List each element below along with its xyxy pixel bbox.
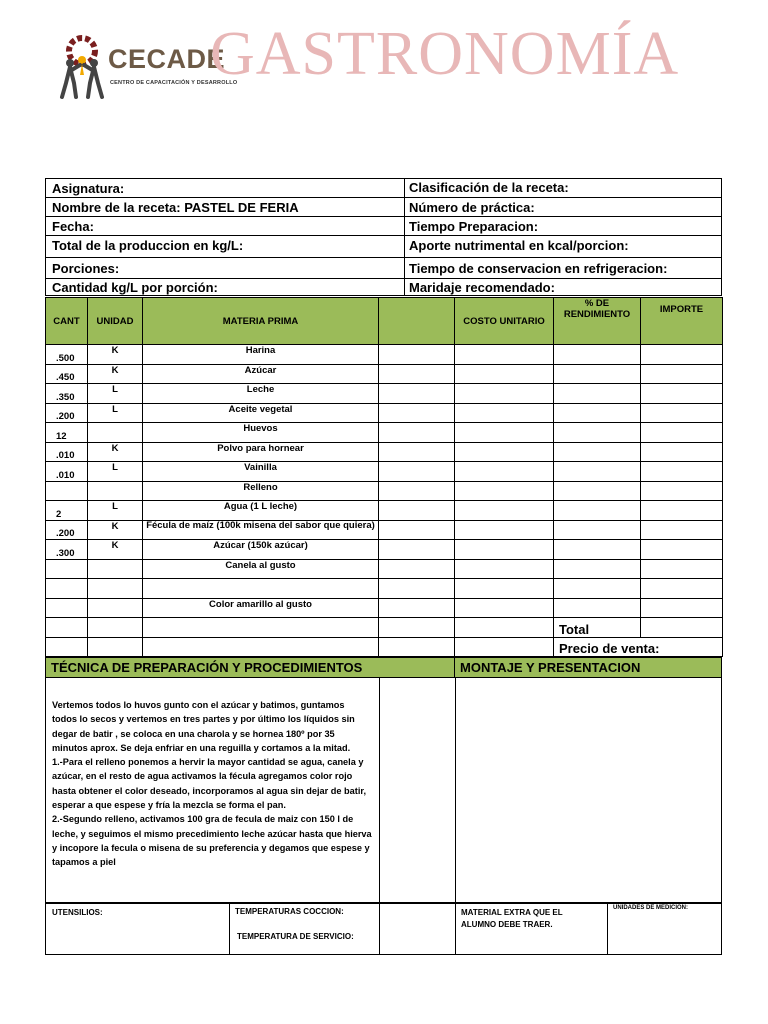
table-row <box>46 501 723 521</box>
blank-cell <box>379 598 455 618</box>
table-row <box>46 442 723 462</box>
ingredient-cant: 2 <box>46 501 88 521</box>
ingredient-materia: Azúcar (150k azúcar) <box>143 540 379 560</box>
field-maridaje: Maridaje recomendado: <box>409 280 555 295</box>
rendimiento-cell <box>554 462 641 482</box>
ingredient-unidad: K <box>88 520 143 540</box>
ingredient-unidad: L <box>88 462 143 482</box>
material-extra-label: MATERIAL EXTRA QUE EL ALUMNO DEBE TRAER. <box>461 908 563 929</box>
ingredient-materia <box>143 579 379 599</box>
field-aporte-nutrimental: Aporte nutrimental en kcal/porcion: <box>409 238 629 253</box>
procedure-body <box>45 678 722 903</box>
importe-cell <box>641 579 723 599</box>
table-row-precio <box>46 637 723 657</box>
rendimiento-cell <box>554 423 641 443</box>
ingredient-unidad <box>88 423 143 443</box>
table-row <box>46 403 723 423</box>
costo-cell <box>455 579 554 599</box>
ingredient-unidad: K <box>88 364 143 384</box>
rendimiento-cell <box>554 345 641 365</box>
rendimiento-cell <box>554 481 641 501</box>
ingredient-cant <box>46 579 88 599</box>
ingredient-cant: .450 <box>46 364 88 384</box>
importe-cell <box>641 598 723 618</box>
ingredient-cant: .500 <box>46 345 88 365</box>
header-rendimiento: % DE RENDIMIENTO <box>554 298 641 345</box>
rendimiento-cell <box>554 442 641 462</box>
rendimiento-cell <box>554 520 641 540</box>
ingredient-cant <box>46 481 88 501</box>
ingredient-materia: Huevos <box>143 423 379 443</box>
table-row <box>46 384 723 404</box>
ingredient-cant: .350 <box>46 384 88 404</box>
temp-coccion-label: TEMPERATURAS COCCION: <box>235 907 344 916</box>
ingredient-unidad: K <box>88 345 143 365</box>
importe-cell <box>641 540 723 560</box>
ingredient-cant: 12 <box>46 423 88 443</box>
blank-cell <box>379 559 455 579</box>
total-label: Total <box>554 618 641 638</box>
table-row <box>46 598 723 618</box>
blank-cell <box>379 442 455 462</box>
ingredients-table <box>45 297 723 657</box>
ingredient-cant: .200 <box>46 520 88 540</box>
blank-cell <box>379 364 455 384</box>
table-row <box>46 462 723 482</box>
recipe-info-block <box>45 178 722 296</box>
costo-cell <box>455 442 554 462</box>
rendimiento-cell <box>554 501 641 521</box>
costo-cell <box>455 559 554 579</box>
section-headers <box>45 657 722 678</box>
table-row <box>46 520 723 540</box>
procedure-paragraph: 1.-Para el relleno ponemos a hervir la mayor cantidad se agua, canela y azúcar, en el resto de agua activamos la fécula agregamos color rojo hasta obtener el color deseado, incorporamos al agua sin dejar de batir, esperar a que espese y fría la mezcla se forma el pan. <box>52 757 366 811</box>
importe-cell <box>641 520 723 540</box>
rendimiento-cell <box>554 598 641 618</box>
importe-cell <box>641 384 723 404</box>
ingredient-unidad: K <box>88 540 143 560</box>
rendimiento-cell <box>554 364 641 384</box>
field-asignatura: Asignatura: <box>52 181 125 196</box>
costo-cell <box>455 462 554 482</box>
blank-cell <box>379 540 455 560</box>
field-tiempo-conservacion: Tiempo de conservacion en refrigeracion: <box>409 261 668 276</box>
tecnica-heading: TÉCNICA DE PREPARACIÓN Y PROCEDIMIENTOS <box>45 657 455 678</box>
field-cantidad-porcion: Cantidad kg/L por porción: <box>52 280 218 295</box>
ingredient-cant <box>46 559 88 579</box>
costo-cell <box>455 403 554 423</box>
ingredient-unidad <box>88 481 143 501</box>
temp-servicio-label: TEMPERATURA DE SERVICIO: <box>237 932 354 941</box>
header-blank <box>379 298 455 345</box>
ingredient-cant: .300 <box>46 540 88 560</box>
unidades-medicion-label: UNIDADES DE MEDICIÓN: <box>613 905 689 911</box>
header-materia-prima: MATERIA PRIMA <box>143 298 379 345</box>
blank-cell <box>379 423 455 443</box>
procedure-paragraph: Vertemos todos lo huvos gunto con el azúcar y batimos, guntamos todos lo secos y vertemos en tres partes y por último los líquidos sin degar de batir , se coloca en una charola y se hornea 180º por 35 minutos aprox. Se deja enfriar en una reguilla y cortamos a la mitad. <box>52 700 355 753</box>
ingredient-cant: .200 <box>46 403 88 423</box>
procedure-paragraph: 2.-Segundo relleno, activamos 100 gra de fecula de maiz con 150 l de leche, y seguimos el mismo precedimiento leche azúcar hasta que hierva y incopore la fecula o misena de su preferencia y degamos que espese y tapamos a piel <box>52 814 372 868</box>
ingredient-cant: .010 <box>46 442 88 462</box>
field-fecha: Fecha: <box>52 219 94 234</box>
costo-cell <box>455 423 554 443</box>
ingredient-materia: Agua (1 L leche) <box>143 501 379 521</box>
footer-block <box>45 903 722 955</box>
ingredient-cant: .010 <box>46 462 88 482</box>
blank-cell <box>379 481 455 501</box>
blank-cell <box>379 501 455 521</box>
field-tiempo-preparacion: Tiempo Preparacion: <box>409 219 539 234</box>
table-row <box>46 481 723 501</box>
ingredient-materia: Harina <box>143 345 379 365</box>
header-unidad: UNIDAD <box>88 298 143 345</box>
importe-cell <box>641 403 723 423</box>
costo-cell <box>455 520 554 540</box>
blank-cell <box>379 403 455 423</box>
ingredient-materia: Aceite vegetal <box>143 403 379 423</box>
montaje-heading: MONTAJE Y PRESENTACION <box>454 657 722 678</box>
table-row <box>46 364 723 384</box>
ingredient-materia: Leche <box>143 384 379 404</box>
brand-subtitle: CENTRO DE CAPACITACIÓN Y DESARROLLO <box>110 80 238 86</box>
importe-cell <box>641 501 723 521</box>
rendimiento-cell <box>554 559 641 579</box>
table-row <box>46 345 723 365</box>
table-row <box>46 559 723 579</box>
costo-cell <box>455 598 554 618</box>
rendimiento-cell <box>554 579 641 599</box>
rendimiento-cell <box>554 384 641 404</box>
ingredient-materia: Color amarillo al gusto <box>143 598 379 618</box>
ingredient-materia: Fécula de maíz (100k misena del sabor que quiera) <box>143 520 379 540</box>
header-importe: IMPORTE <box>641 298 723 345</box>
cecade-logo-icon <box>52 33 112 99</box>
blank-cell <box>379 345 455 365</box>
header-costo-unitario: COSTO UNITARIO <box>455 298 554 345</box>
ingredient-unidad <box>88 598 143 618</box>
ingredient-unidad: L <box>88 403 143 423</box>
costo-cell <box>455 540 554 560</box>
ingredient-materia: Relleno <box>143 481 379 501</box>
ingredient-unidad <box>88 559 143 579</box>
page-title: GASTRONOMÍA <box>210 20 680 88</box>
importe-cell <box>641 423 723 443</box>
table-header-row <box>46 298 723 345</box>
field-total-produccion: Total de la produccion en kg/L: <box>52 238 244 253</box>
importe-cell <box>641 481 723 501</box>
ingredient-materia: Vainilla <box>143 462 379 482</box>
field-clasificacion: Clasificación de la receta: <box>409 180 569 195</box>
ingredient-unidad: K <box>88 442 143 462</box>
ingredient-materia: Azúcar <box>143 364 379 384</box>
ingredient-materia: Canela al gusto <box>143 559 379 579</box>
costo-cell <box>455 384 554 404</box>
costo-cell <box>455 364 554 384</box>
importe-cell <box>641 442 723 462</box>
ingredient-materia: Polvo para hornear <box>143 442 379 462</box>
precio-venta-label: Precio de venta: <box>554 637 723 657</box>
rendimiento-cell <box>554 403 641 423</box>
table-row <box>46 540 723 560</box>
costo-cell <box>455 481 554 501</box>
importe-cell <box>641 559 723 579</box>
procedure-text <box>52 698 372 870</box>
header-cant: CANT <box>46 298 88 345</box>
table-row <box>46 423 723 443</box>
field-nombre-receta: Nombre de la receta: PASTEL DE FERIA <box>52 200 299 215</box>
field-porciones: Porciones: <box>52 261 120 276</box>
ingredient-unidad <box>88 579 143 599</box>
blank-cell <box>379 520 455 540</box>
costo-cell <box>455 345 554 365</box>
blank-cell <box>379 384 455 404</box>
utensilios-label: UTENSILIOS: <box>52 908 103 917</box>
table-row-total <box>46 618 723 638</box>
costo-cell <box>455 501 554 521</box>
rendimiento-cell <box>554 540 641 560</box>
importe-cell <box>641 345 723 365</box>
importe-cell <box>641 462 723 482</box>
brand-name: CECADE <box>108 44 226 74</box>
ingredient-unidad: L <box>88 384 143 404</box>
blank-cell <box>379 579 455 599</box>
importe-cell <box>641 364 723 384</box>
field-numero-practica: Número de práctica: <box>409 200 535 215</box>
blank-cell <box>379 462 455 482</box>
ingredient-unidad: L <box>88 501 143 521</box>
table-row <box>46 579 723 599</box>
ingredient-cant <box>46 598 88 618</box>
